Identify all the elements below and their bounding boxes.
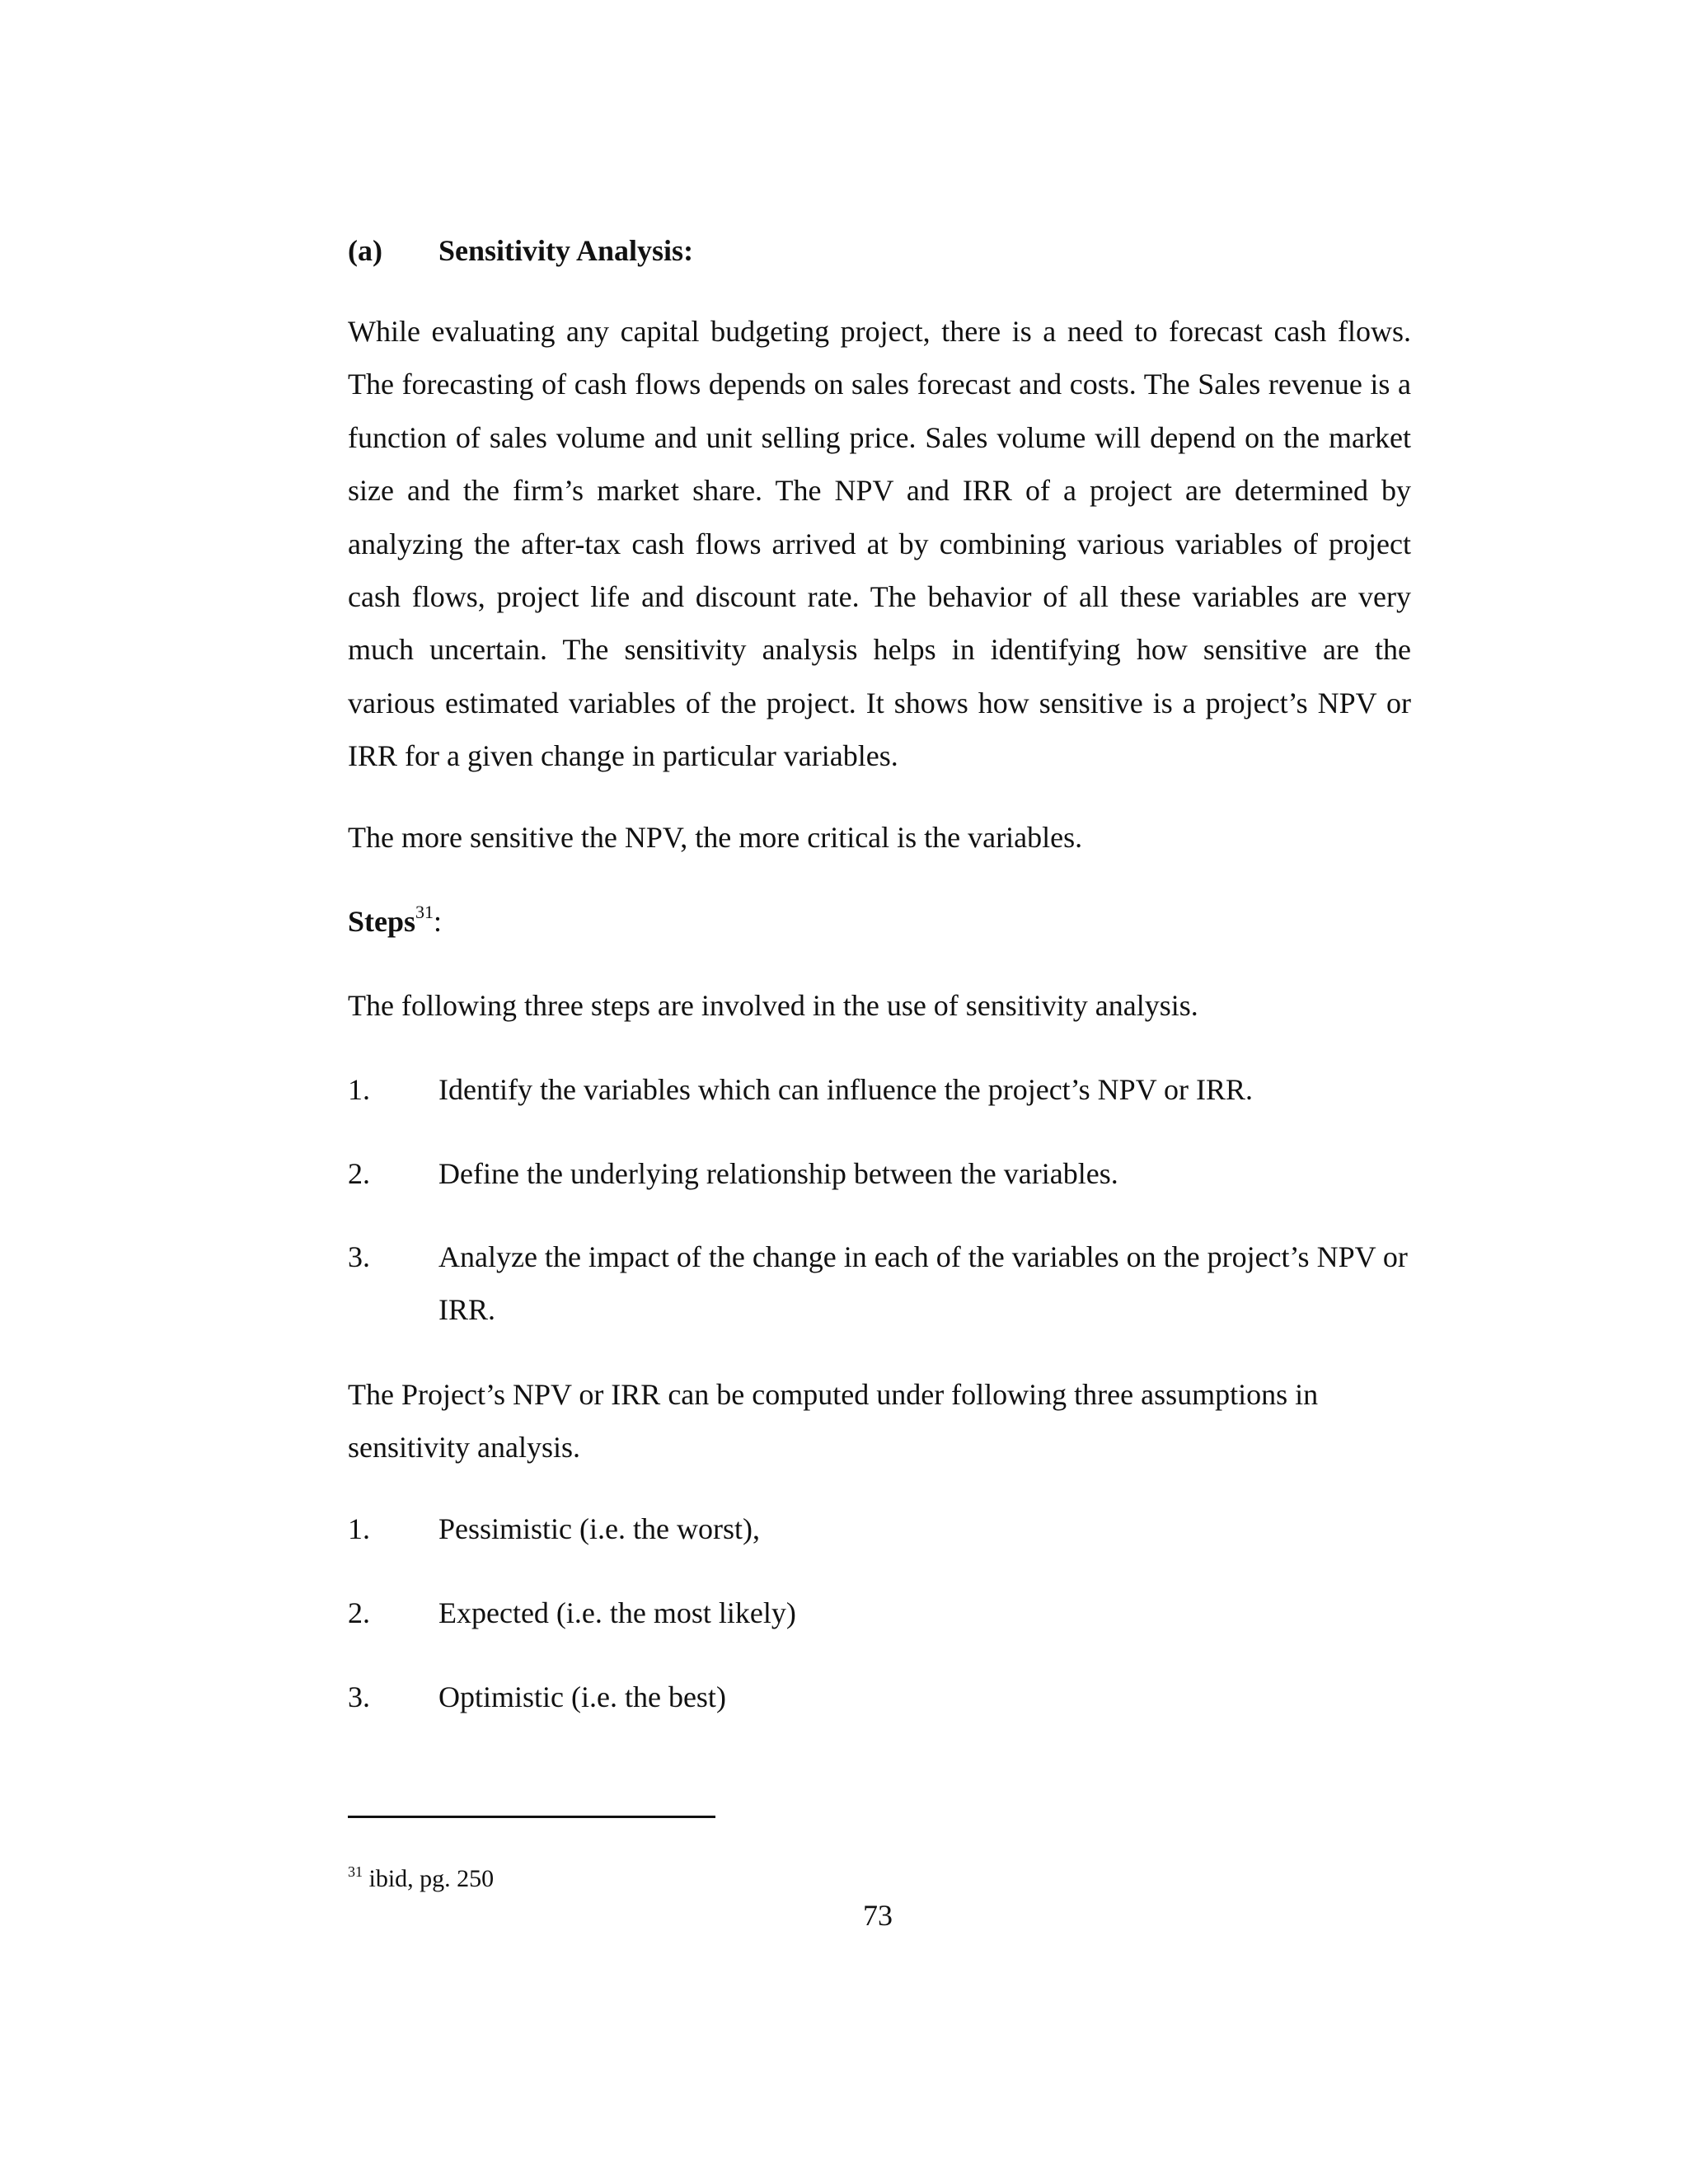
footnote-number: 31	[348, 1863, 363, 1880]
list-item-text: Identify the variables which can influence the project’s NPV or IRR.	[438, 1073, 1254, 1106]
section-marker: (a)	[348, 234, 382, 267]
list-item-text: Analyze the impact of the change in each of the variables on the project’s NPV or IRR.	[438, 1240, 1408, 1327]
list-item	[348, 1586, 1411, 1639]
list-item-number: 2.	[348, 1157, 370, 1190]
footnote-divider	[348, 1816, 715, 1818]
intro-paragraph: While evaluating any capital budgeting project, there is a need to forecast cash flows. The forecasting of cash flows depends on sales forecast and costs. The Sales revenue is a function of sales volume and unit selling price. Sales volume will depend on the market size and the firm’s market share. The NPV and IRR of a project are determined by analyzing the after-tax cash flows arrived at by combining various variables of project cash flows, project life and discount rate. The behavior of all these variables are very much uncertain. The sensitivity analysis helps in identifying how sensitive are the various estimated variables of the project. It shows how sensitive is a project’s NPV or IRR for a given change in particular variables.	[348, 315, 1411, 773]
page-number: 73	[863, 1899, 893, 1932]
assumptions-intro-block	[348, 1368, 1411, 1474]
list-item-number: 3.	[348, 1680, 370, 1713]
steps-intro-paragraph: The following three steps are involved in the use of sensitivity analysis.	[348, 989, 1198, 1022]
steps-heading-label: Steps	[348, 905, 416, 938]
list-item-number: 2.	[348, 1596, 370, 1629]
list-item	[348, 1147, 1411, 1200]
list-item-text: Pessimistic (i.e. the worst),	[438, 1512, 760, 1545]
footnote	[348, 1861, 494, 1897]
list-item	[348, 1063, 1411, 1116]
steps-intro-block	[348, 984, 1411, 1027]
steps-heading	[348, 900, 442, 943]
list-item-number: 3.	[348, 1240, 370, 1273]
footnote-text: ibid, pg. 250	[363, 1865, 495, 1892]
list-item	[348, 1230, 1411, 1337]
intro-paragraph-block	[348, 305, 1411, 783]
list-item-text: Define the underlying relationship between the variables.	[438, 1157, 1118, 1190]
critical-paragraph: The more sensitive the NPV, the more critical is the variables.	[348, 821, 1083, 854]
list-item-text: Expected (i.e. the most likely)	[438, 1596, 796, 1629]
steps-footnote-ref: 31	[415, 902, 434, 922]
list-item-number: 1.	[348, 1512, 370, 1545]
section-title: Sensitivity Analysis:	[438, 234, 694, 267]
critical-paragraph-block	[348, 816, 1411, 859]
section-heading	[348, 229, 693, 272]
list-item	[348, 1502, 1411, 1555]
list-item-number: 1.	[348, 1073, 370, 1106]
assumptions-intro-paragraph: The Project’s NPV or IRR can be computed under following three assumptions in sensitivity analysis.	[348, 1378, 1319, 1465]
list-item	[348, 1671, 1411, 1723]
steps-heading-suffix: :	[434, 905, 443, 938]
list-item-text: Optimistic (i.e. the best)	[438, 1680, 726, 1713]
